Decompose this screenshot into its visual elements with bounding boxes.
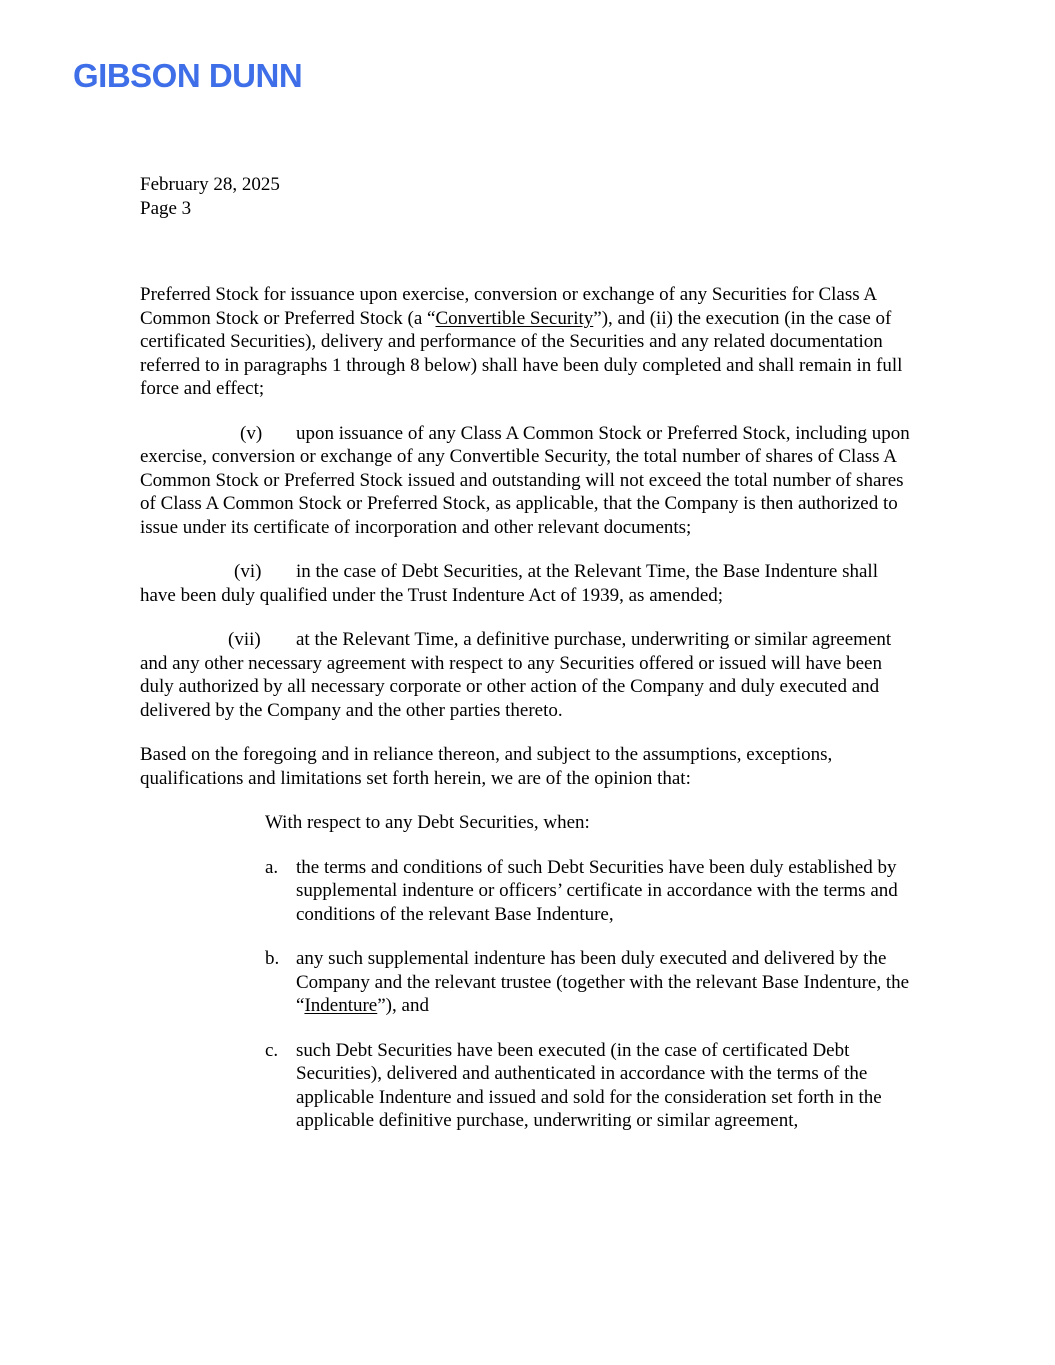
page-number: Page 3 xyxy=(140,198,192,219)
letter-body xyxy=(140,283,918,1154)
item-text: at the Relevant Time, a definitive purchase, underwriting or similar agreement and any other necessary agreement with respect to any Securities offered or issued will have been duly authorized by all necessary corporate or other action of the Company and duly executed and delivered by the Company and the other parties thereto. xyxy=(140,629,892,721)
list-item xyxy=(265,947,918,1018)
list-item-text: any such supplemental indenture has been duly executed and delivered by the Company and the relevant trustee (together with the relevant Base Indenture, the “ xyxy=(296,948,910,1016)
item-text: upon issuance of any Class A Common Stock or Preferred Stock, including upon exercise, conversion or exchange of any Convertible Security, the total number of shares of Class A Common Stock or Preferred Stock issued and outstanding will not exceed the total number of shares of Class A Common Stock or Preferred Stock, as applicable, that the Company is then authorized to issue under its certificate of incorporation and other relevant documents; xyxy=(140,422,910,538)
list-item xyxy=(265,856,918,927)
defined-term-convertible-security: Convertible Security xyxy=(435,307,594,329)
item-text: in the case of Debt Securities, at the Relevant Time, the Base Indenture shall have been duly qualified under the Trust Indenture Act of 1939, as amended; xyxy=(140,561,878,606)
list-item-text: ”), and xyxy=(377,995,429,1016)
list-letter: a. xyxy=(265,856,279,878)
paragraph-continued xyxy=(140,283,918,401)
assumption-item-v xyxy=(140,422,918,540)
item-number: (v) xyxy=(240,422,263,444)
assumption-item-vii xyxy=(140,628,918,722)
list-item xyxy=(265,1039,918,1133)
firm-logo: GIBSON DUNN xyxy=(73,57,303,94)
assumption-item-vi xyxy=(140,560,918,607)
opinion-statement: Based on the foregoing and in reliance thereon, and subject to the assumptions, exceptions, qualifications and limitations set forth herein, we are of the opinion that: xyxy=(140,744,833,789)
debt-securities-list xyxy=(140,856,918,1133)
list-item-text: such Debt Securities have been executed (in the case of certificated Debt Securities), delivered and authenticated in accordance with the terms of the applicable Indenture and issued and sold for the consideration set forth in the applicable definitive purchase, underwriting or similar agreement, xyxy=(296,1039,882,1131)
paragraph-text: ”), and (ii) the execution (in the case of certificated Securities), delivery and performance of the Securities and any related documentation referred to in paragraphs 1 through 8 below) shall have been duly completed and shall remain in full force and effect; xyxy=(140,307,903,399)
letter-date: February 28, 2025 xyxy=(140,174,280,195)
defined-term-indenture: Indenture xyxy=(304,995,378,1016)
letter-header xyxy=(140,173,280,221)
list-letter: b. xyxy=(265,948,280,969)
paragraph-text: Preferred Stock for issuance upon exercise, conversion or exchange of any Securities for Class A Common Stock or Preferred Stock (a “ xyxy=(140,284,877,329)
item-number: (vii) xyxy=(228,629,261,650)
list-letter: c. xyxy=(265,1039,279,1061)
debt-securities-intro: With respect to any Debt Securities, when: xyxy=(265,812,590,833)
list-item-text: the terms and conditions of such Debt Securities have been duly established by supplemental indenture or officers’ certificate in accordance with the terms and conditions of the relevant Base Indenture, xyxy=(296,856,898,925)
item-number: (vi) xyxy=(234,561,262,582)
